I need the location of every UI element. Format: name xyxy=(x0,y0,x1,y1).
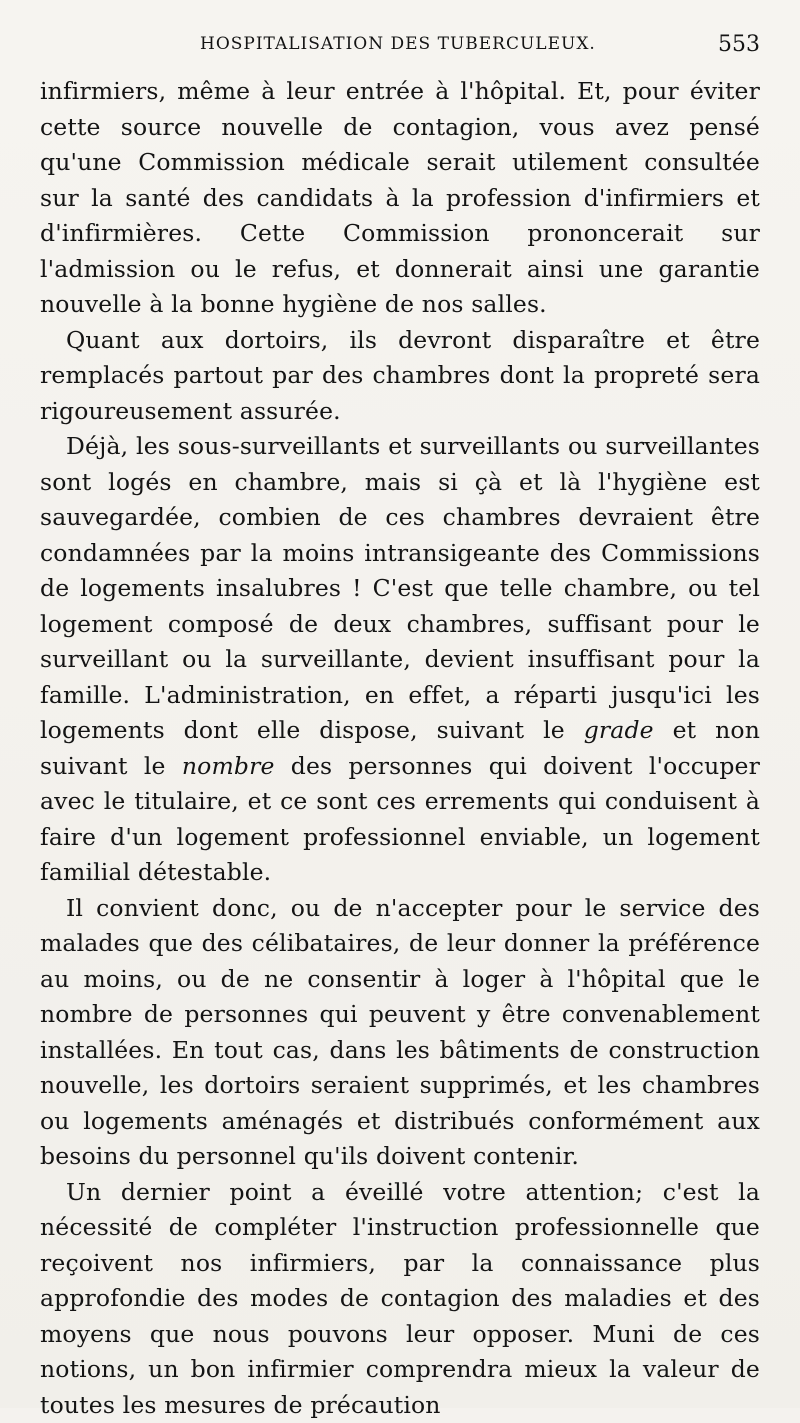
paragraph-instruction: Un dernier point a éveillé votre attention; c'est la nécessité de compléter l'instruction professionnelle que reçoivent nos infirmiers, par la connaissance plus approfondie des modes de contagion des maladies et des moyens que nous pouvons leur opposer. Muni de ces notions, un bon infirmier comprendra mieux la valeur de toutes les mesures de précaution xyxy=(40,1175,760,1423)
text-run: Déjà, les sous-surveillants et surveillants ou surveillantes sont logés en chambre, mais si çà et là l'hygiène est sauvegardée, combien de ces chambres devraient être condamnées par la moins intransigeante des Commissions de logements insalubres ! C'est que telle chambre, ou tel logement composé de deux chambres, suffisant pour le surveillant ou la surveillante, devient insuffisant pour la famille. L'administration, en effet, a réparti jusqu'ici les logements dont elle dispose, suivant le xyxy=(40,432,760,744)
paragraph-celibataires: Il convient donc, ou de n'accepter pour le service des malades que des célibataires, de leur donner la préférence au moins, ou de ne consentir à loger à l'hôpital que le nombre de personnes qui peuvent y être convenablement installées. En tout cas, dans les bâtiments de construction nouvelle, les dortoirs seraient supprimés, et les chambres ou logements aménagés et distribués conformément aux besoins du personnel qu'ils doivent contenir. xyxy=(40,891,760,1175)
italic-word-grade: grade xyxy=(584,716,654,744)
italic-word-nombre: nombre xyxy=(182,752,275,780)
page-number: 553 xyxy=(718,32,760,57)
running-title: HOSPITALISATION DES TUBERCULEUX. xyxy=(200,34,596,54)
paragraph-dortoirs: Quant aux dortoirs, ils devront disparaître et être remplacés partout par des chambres dont la propreté sera rigoureusement assurée. xyxy=(40,323,760,430)
running-head xyxy=(40,34,760,74)
paragraph-continuation: infirmiers, même à leur entrée à l'hôpital. Et, pour éviter cette source nouvelle de contagion, vous avez pensé qu'une Commission médicale serait utilement consultée sur la santé des candidats à la profession d'infirmiers et d'infirmières. Cette Commission prononcerait sur l'admission ou le refus, et donnerait ainsi une garantie nouvelle à la bonne hygiène de nos salles. xyxy=(40,74,760,323)
text-run: et non suivant le xyxy=(40,716,760,780)
text-run: des personnes qui doivent l'occuper avec le titulaire, et ce sont ces errements qui conduisent à faire d'un logement professionnel enviable, un logement familial détestable. xyxy=(40,752,760,887)
paragraph-logements xyxy=(40,429,760,891)
body-text xyxy=(40,74,760,1423)
